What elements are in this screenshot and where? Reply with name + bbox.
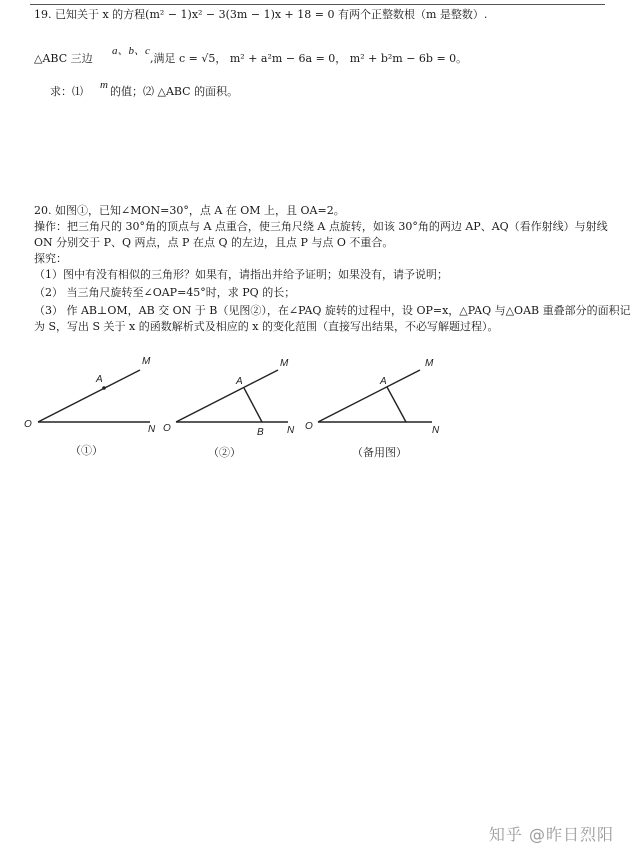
- fig2-label-a: A: [236, 376, 243, 387]
- q20-line5: （1）图中有没有相似的三角形？如果有，请指出并给予证明；如果没有，请予说明；: [34, 268, 448, 281]
- fig1-label-n: N: [148, 424, 156, 435]
- q19-line2-prefix: △ABC 三边: [34, 52, 93, 65]
- fig3-ray-om: [318, 370, 420, 422]
- q20-line6: （2） 当三角尺旋转至∠OAP=45°时，求 PQ 的长；: [34, 286, 296, 299]
- fig1-caption: （①）: [70, 444, 103, 457]
- fig3-caption: （备用图）: [352, 446, 407, 459]
- q19-line1: 19. 已知关于 x 的方程(m² − 1)x² − 3(3m − 1)x + 18 = 0 有两个正整数根（m 是整数）.: [34, 8, 488, 21]
- q19-line2-conditions: ,满足 c = √5， m² + a²m − 6a = 0， m² + b²m − 6b = 0。: [150, 52, 468, 65]
- fig1-label-m: M: [142, 356, 151, 367]
- fig2-caption: （②）: [208, 446, 241, 459]
- q20-line3: ON 分别交于 P、Q 两点，点 P 在点 Q 的左边，且点 P 与点 O 不重合。: [34, 236, 394, 249]
- q20-line4: 探究：: [34, 252, 67, 265]
- fig2-label-b: B: [257, 427, 264, 438]
- q19-line3-prefix: 求：⑴: [50, 85, 83, 98]
- fig3-label-m: M: [425, 358, 434, 369]
- watermark: 知乎 @昨日烈阳: [488, 825, 614, 844]
- fig2-label-o: O: [163, 423, 171, 434]
- q20-line7: （3） 作 AB⊥OM，AB 交 ON 于 B（见图②），在∠PAQ 旋转的过程中，设 OP=x，△PAQ 与△OAB 重叠部分的面积记: [34, 304, 631, 317]
- fig3-label-o: O: [305, 421, 313, 432]
- fig2-segment-ab: [244, 388, 262, 422]
- fig3-label-a: A: [380, 376, 387, 387]
- fig2-ray-om: [176, 370, 278, 422]
- fig3-segment: [387, 387, 406, 422]
- fig1-label-a: A: [96, 374, 103, 385]
- q20-line1: 20. 如图①，已知∠MON=30°，点 A 在 OM 上，且 OA=2。: [34, 204, 345, 217]
- fig1-point-a: [102, 386, 106, 390]
- q19-var-m: m: [100, 79, 108, 91]
- q19-line3-rest: 的值；⑵ △ABC 的面积。: [110, 85, 239, 98]
- q20-line2: 操作：把三角尺的 30°角的顶点与 A 点重合，使三角尺绕 A 点旋转，如该 30°角的两边 AP、AQ（看作射线）与射线: [34, 220, 608, 233]
- fig2-label-m: M: [280, 358, 289, 369]
- fig1-ray-om: [38, 370, 140, 422]
- fig2-label-n: N: [287, 425, 295, 436]
- q19-sides-abc: a、b、c: [112, 45, 150, 57]
- fig3-label-n: N: [432, 425, 440, 436]
- q20-line8: 为 S，写出 S 关于 x 的函数解析式及相应的 x 的变化范围（直接写出结果，不必写解题过程）。: [34, 320, 499, 333]
- fig1-label-o: O: [24, 419, 32, 430]
